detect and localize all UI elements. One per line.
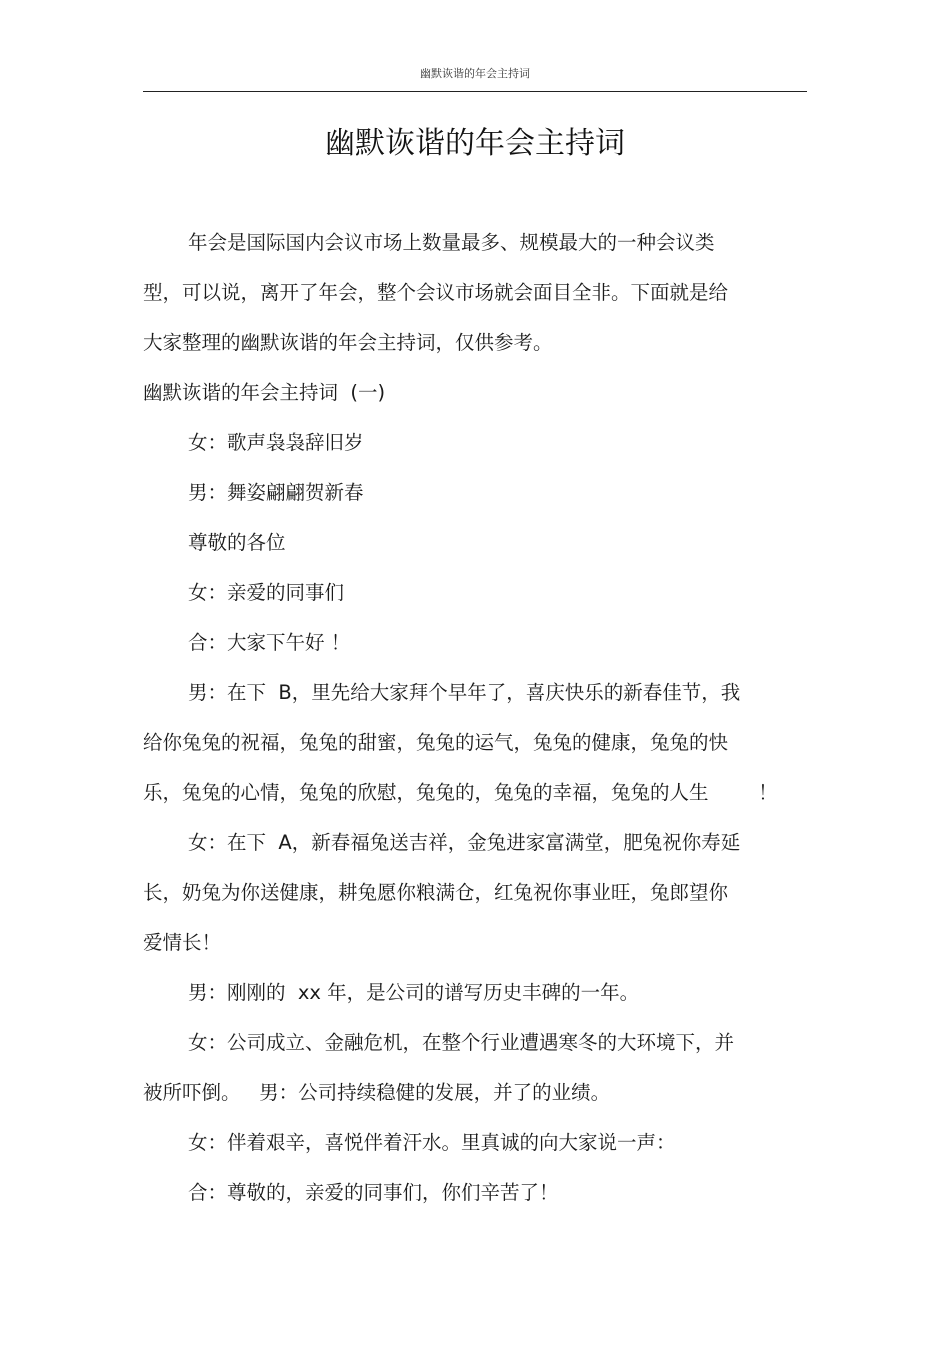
- dialogue-line: 被所吓倒。 男：公司持续稳健的发展，并了的业绩。: [143, 1081, 611, 1104]
- dialogue-line: 男：刚刚的 xx 年，是公司的谱写历史丰碑的一年。: [188, 981, 640, 1004]
- document-title: 幽默诙谐的年会主持词: [325, 126, 625, 161]
- dialogue-line: 给你兔兔的祝福，兔兔的甜蜜，兔兔的运气，兔兔的健康，兔兔的快: [143, 731, 729, 754]
- paragraph-line: 大家整理的幽默诙谐的年会主持词，仅供参考。: [143, 331, 553, 354]
- dialogue-line: 女：伴着艰辛，喜悦伴着汗水。里真诚的向大家说一声：: [188, 1131, 676, 1154]
- dialogue-line: 男：在下 B，里先给大家拜个早年了，喜庆快乐的新春佳节，我: [188, 681, 741, 704]
- paragraph-line: 型，可以说，离开了年会，整个会议市场就会面目全非。下面就是给: [143, 281, 729, 304]
- dialogue-line: 乐，兔兔的心情，兔兔的欣慰，兔兔的，兔兔的幸福，兔兔的人生 ！: [143, 781, 778, 804]
- dialogue-line: 女：公司成立、金融危机，在整个行业遭遇寒冬的大环境下，并: [188, 1031, 735, 1054]
- document-body: [143, 218, 807, 1218]
- dialogue-line: 女：歌声袅袅辞旧岁: [188, 431, 364, 454]
- dialogue-line: 爱情长！: [143, 931, 222, 954]
- dialogue-line: 长，奶兔为你送健康，耕兔愿你粮满仓，红兔祝你事业旺，兔郎望你: [143, 881, 729, 904]
- dialogue-line: 女：在下 A，新春福兔送吉祥，金兔进家富满堂，肥兔祝你寿延: [188, 831, 741, 854]
- header-divider: [143, 91, 807, 92]
- dialogue-line: 合：尊敬的，亲爱的同事们，你们辛苦了！: [188, 1181, 559, 1204]
- running-header: 幽默诙谐的年会主持词: [420, 67, 530, 80]
- dialogue-line: 尊敬的各位: [188, 531, 286, 554]
- dialogue-line: 女：亲爱的同事们: [188, 581, 345, 604]
- paragraph-line: 年会是国际国内会议市场上数量最多、规模最大的一种会议类: [188, 231, 715, 254]
- dialogue-line: 男：舞姿翩翩贺新春: [188, 481, 364, 504]
- dialogue-line: 合：大家下午好 ！: [188, 631, 351, 654]
- section-heading: 幽默诙谐的年会主持词 (一): [143, 381, 386, 404]
